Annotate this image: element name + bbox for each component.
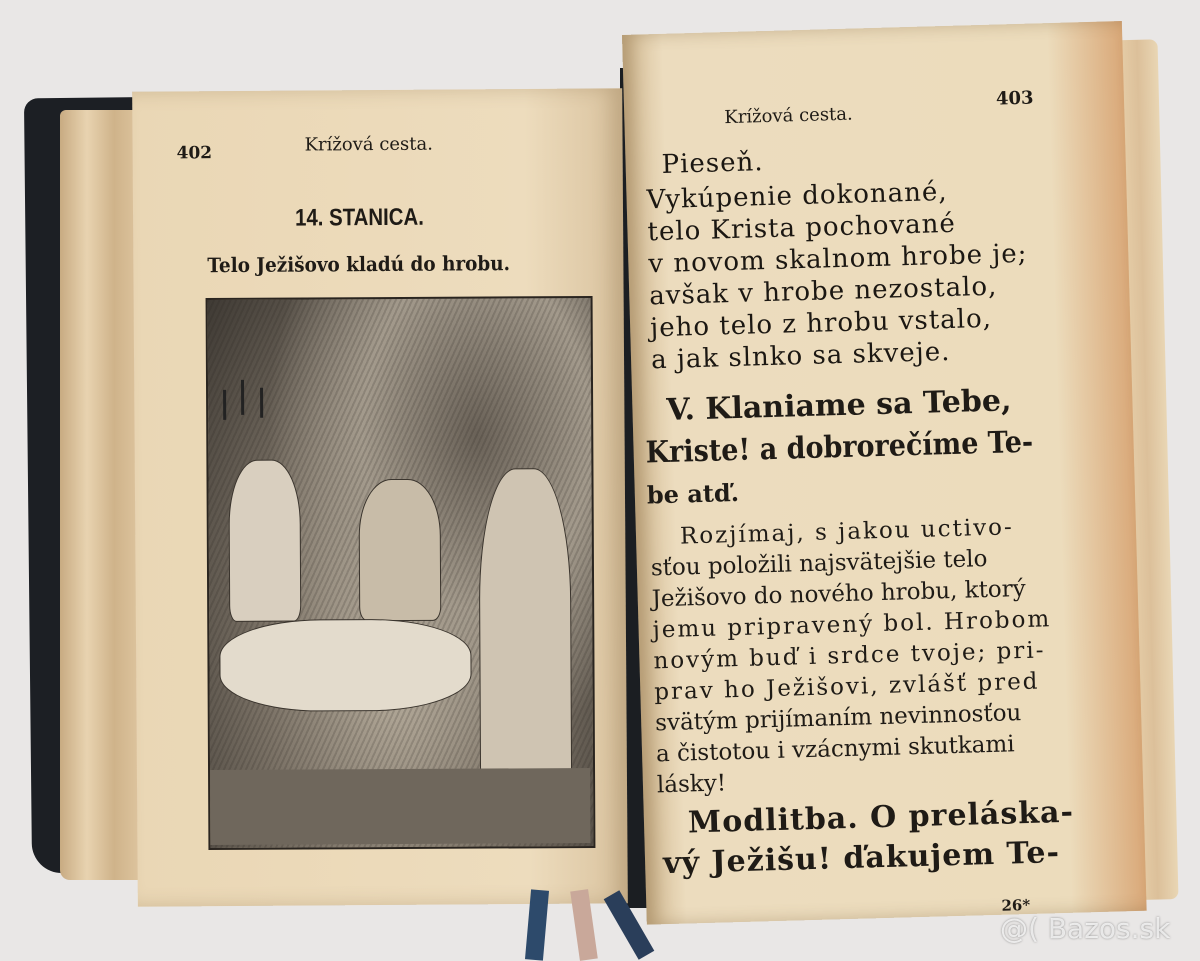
watermark: @( Bazos.sk	[1000, 912, 1171, 945]
meditation-line: lásky!	[656, 770, 727, 799]
right-page	[622, 21, 1147, 925]
song-line: jeho telo z hrobu vstalo,	[649, 303, 993, 344]
entombment-engraving	[206, 296, 596, 850]
meditation-line: a čistotou i vzácnymi skutkami	[655, 731, 1015, 768]
meditation-line: Rozjímaj, s jakou uctivo-	[679, 514, 1015, 550]
meditation-line: novým buď i srdce tvoje; pri-	[653, 637, 1046, 675]
running-head: Krížová cesta.	[304, 133, 434, 156]
versicle	[644, 379, 1078, 517]
song-line: Vykúpenie dokonané,	[646, 176, 948, 216]
meditation-line: prav ho Ježišovi, zvlášť pred	[654, 668, 1040, 706]
song-line: v novom skalnom hrobe je;	[647, 238, 1028, 280]
running-head: Krížová cesta.	[724, 103, 854, 129]
versicle-line: Kriste! a dobrorečíme Te-	[645, 424, 1034, 471]
song-line: avšak v hrobe nezostalo,	[648, 271, 998, 312]
meditation-line: Ježišovo do nového hrobu, ktorý	[651, 575, 1027, 613]
page-number: 402	[176, 143, 213, 164]
page-number: 403	[995, 87, 1034, 110]
meditation-line: sťou položili najsvätejšie telo	[650, 546, 988, 582]
station-subtitle: Telo Ježišovo kladú do hrobu.	[207, 251, 511, 278]
meditation-line: jemu pripravený bol. Hrobom	[652, 606, 1052, 644]
song-verse	[646, 174, 1030, 377]
versicle-line: be atď.	[646, 477, 740, 510]
prayer-line: vý Ježišu! ďakujem Te-	[662, 835, 1061, 882]
song-heading: Pieseň.	[661, 147, 764, 180]
station-title: 14. STANICA.	[294, 203, 424, 232]
prayer	[661, 793, 1075, 884]
meditation-line: svätým prijímaním nevinnosťou	[654, 700, 1022, 737]
prayer-line: Modlitba. O preláska-	[687, 794, 1075, 841]
song-line: telo Krista pochované	[647, 208, 957, 248]
versicle-line: V. Klaniame sa Tebe,	[666, 383, 1012, 428]
meditation-paragraph	[650, 511, 1056, 801]
signature-mark: 26*	[1001, 895, 1031, 915]
song-line: a jak slnko sa skveje.	[650, 336, 951, 376]
